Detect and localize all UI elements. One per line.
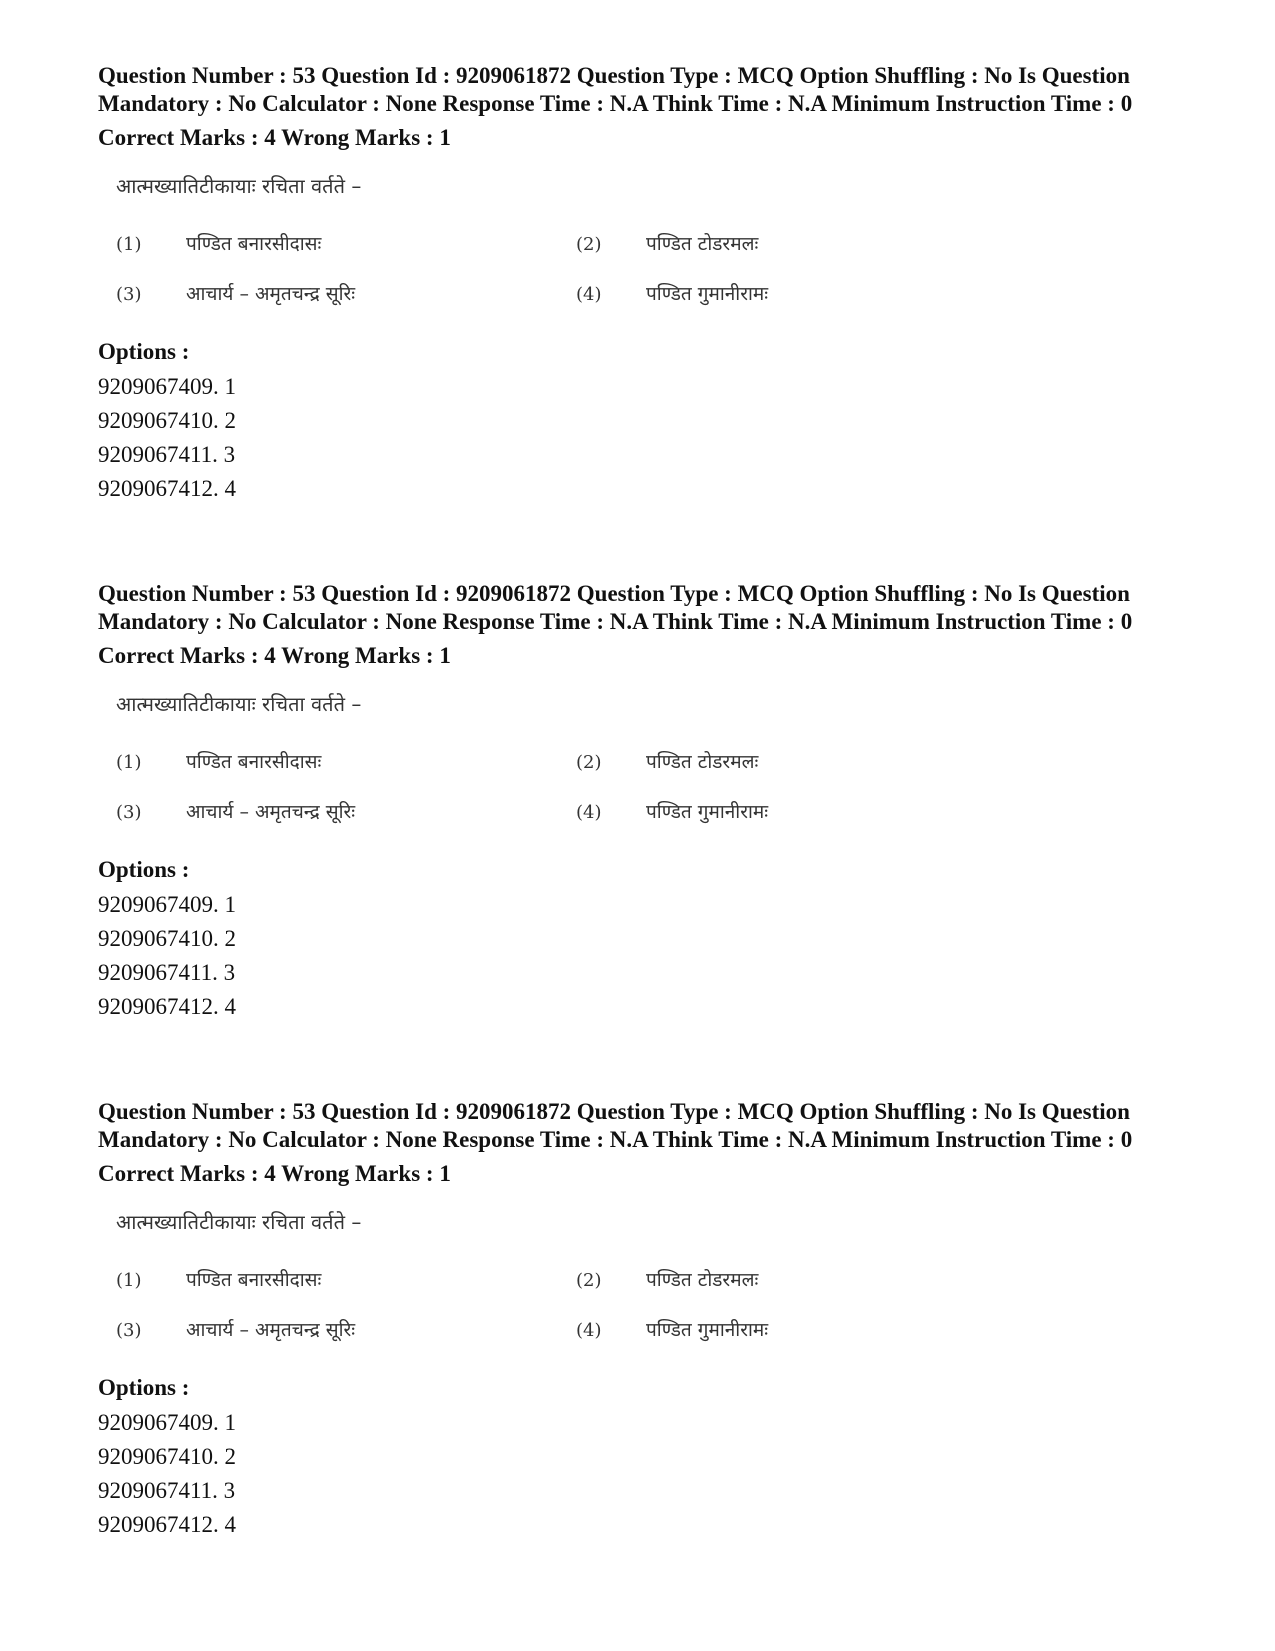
choice-text: पण्डित टोडरमलः	[646, 751, 759, 773]
choice-3	[116, 798, 355, 824]
option-item: 9209067412. 4	[98, 994, 236, 1019]
option-item: 9209067411. 3	[98, 960, 236, 985]
choice-2	[576, 1266, 758, 1292]
option-item: 9209067411. 3	[98, 442, 236, 467]
choice-text: पण्डित गुमानीरामः	[646, 283, 769, 305]
choice-number: (1)	[116, 1270, 142, 1291]
option-item: 9209067409. 1	[98, 892, 236, 917]
options-title: Options :	[98, 857, 190, 882]
choice-number: (1)	[116, 234, 142, 255]
question-header: Question Number : 53 Question Id : 9209061872 Question Type : MCQ Option Shuffling : No Is Question Mandatory : No Calculator : None Response Time : N.A Think Time : N.A Minimum Instruction Time : 0	[98, 63, 1133, 116]
option-item: 9209067410. 2	[98, 926, 236, 951]
option-item: 9209067409. 1	[98, 374, 236, 399]
choice-4	[576, 280, 768, 306]
choice-number: (4)	[576, 284, 602, 305]
question-header: Question Number : 53 Question Id : 9209061872 Question Type : MCQ Option Shuffling : No Is Question Mandatory : No Calculator : None Response Time : N.A Think Time : N.A Minimum Instruction Time : 0	[98, 1099, 1133, 1152]
choice-3	[116, 1316, 355, 1342]
choice-text: पण्डित बनारसीदासः	[186, 233, 322, 255]
choice-number: (4)	[576, 1320, 602, 1341]
options-list	[98, 888, 1198, 1024]
choice-text: पण्डित बनारसीदासः	[186, 1269, 322, 1291]
choice-text: पण्डित टोडरमलः	[646, 1269, 759, 1291]
options-list	[98, 1406, 1198, 1542]
choice-1	[116, 1266, 321, 1292]
question-block	[98, 1098, 1198, 1578]
choice-text: पण्डित टोडरमलः	[646, 233, 759, 255]
option-item: 9209067412. 4	[98, 476, 236, 501]
choice-number: (2)	[576, 1270, 602, 1291]
choice-2	[576, 748, 758, 774]
question-image	[98, 678, 1198, 850]
question-stem: आत्मख्यातिटीकायाः रचिता वर्तते –	[116, 174, 362, 198]
question-image	[98, 1196, 1198, 1368]
choice-2	[576, 230, 758, 256]
choice-4	[576, 798, 768, 824]
option-item: 9209067412. 4	[98, 1512, 236, 1537]
question-header: Question Number : 53 Question Id : 9209061872 Question Type : MCQ Option Shuffling : No Is Question Mandatory : No Calculator : None Response Time : N.A Think Time : N.A Minimum Instruction Time : 0	[98, 581, 1133, 634]
choice-1	[116, 230, 321, 256]
choice-number: (3)	[116, 802, 142, 823]
choice-1	[116, 748, 321, 774]
question-stem: आत्मख्यातिटीकायाः रचिता वर्तते –	[116, 692, 362, 716]
choice-4	[576, 1316, 768, 1342]
choice-text: आचार्य – अमृतचन्द्र सूरिः	[186, 801, 356, 823]
choice-number: (3)	[116, 284, 142, 305]
option-item: 9209067411. 3	[98, 1478, 236, 1503]
choice-text: पण्डित गुमानीरामः	[646, 1319, 769, 1341]
choice-number: (1)	[116, 752, 142, 773]
marks-line: Correct Marks : 4 Wrong Marks : 1	[98, 1161, 451, 1186]
options-title: Options :	[98, 1375, 190, 1400]
question-block	[98, 580, 1198, 1060]
option-item: 9209067409. 1	[98, 1410, 236, 1435]
choice-number: (2)	[576, 752, 602, 773]
option-item: 9209067410. 2	[98, 1444, 236, 1469]
options-title: Options :	[98, 339, 190, 364]
choice-number: (4)	[576, 802, 602, 823]
choice-text: पण्डित बनारसीदासः	[186, 751, 322, 773]
choice-text: आचार्य – अमृतचन्द्र सूरिः	[186, 283, 356, 305]
choice-number: (2)	[576, 234, 602, 255]
options-list	[98, 370, 1198, 506]
question-stem: आत्मख्यातिटीकायाः रचिता वर्तते –	[116, 1210, 362, 1234]
choice-3	[116, 280, 355, 306]
question-image	[98, 160, 1198, 332]
marks-line: Correct Marks : 4 Wrong Marks : 1	[98, 643, 451, 668]
question-block	[98, 62, 1198, 542]
marks-line: Correct Marks : 4 Wrong Marks : 1	[98, 125, 451, 150]
choice-text: आचार्य – अमृतचन्द्र सूरिः	[186, 1319, 356, 1341]
choice-number: (3)	[116, 1320, 142, 1341]
option-item: 9209067410. 2	[98, 408, 236, 433]
choice-text: पण्डित गुमानीरामः	[646, 801, 769, 823]
